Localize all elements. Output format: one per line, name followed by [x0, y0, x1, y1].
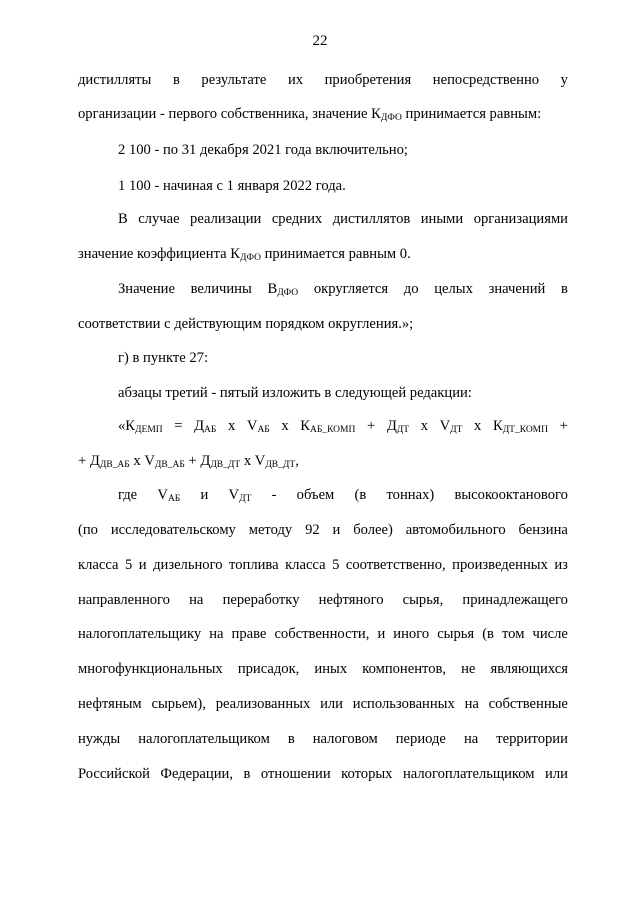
word: случае: [138, 211, 180, 227]
list-item-2100: 2 100 - по 31 декабря 2021 года включительно;: [118, 142, 408, 158]
definition-line: [78, 729, 568, 749]
word: соответственно,: [345, 556, 446, 573]
word: где: [118, 487, 138, 503]
word: и: [377, 626, 386, 643]
word: иного: [393, 626, 430, 643]
word: (в: [482, 626, 494, 643]
word: более): [353, 522, 393, 538]
word: и: [138, 556, 147, 573]
word: результате: [201, 72, 267, 88]
word: округляется: [313, 281, 389, 297]
word: переработку: [222, 591, 300, 608]
word: многофункциональных: [78, 661, 223, 678]
formula-term: $Д_{ДТ}$: [386, 418, 410, 435]
word: тоннах): [386, 487, 435, 503]
word: $V_{АБ}$: [157, 487, 181, 504]
word: $В_{ДФО}$: [267, 281, 299, 298]
formula-term: $Д_{АБ}$: [194, 418, 217, 435]
word: величины: [190, 281, 252, 297]
text: значение коэффициента К: [78, 246, 240, 262]
word: исследовательскому: [110, 522, 236, 538]
word: на: [189, 591, 204, 608]
word: сырья: [437, 626, 475, 643]
word: в: [172, 72, 180, 88]
word: отношении: [260, 765, 331, 782]
word: средних: [271, 211, 323, 227]
word: бензина: [518, 522, 568, 538]
item-g: г) в пункте 27:: [118, 350, 208, 366]
word: Российской: [78, 765, 150, 782]
word: на: [464, 696, 479, 712]
word: до: [403, 281, 419, 297]
word: реализации: [190, 211, 262, 227]
formula-line-2: + $Д_{ДВ\_АБ}$ х $V_{ДВ\_АБ} + Д_{ДВ\_ДТ}$ х $V_{ДВ\_ДТ}$,: [78, 453, 299, 470]
word: являющихся: [490, 661, 568, 678]
word: из: [554, 556, 568, 573]
word: и: [332, 522, 341, 538]
word: дизельного: [153, 556, 223, 573]
word: в: [243, 765, 251, 782]
word: объем: [296, 487, 335, 503]
paragraph-1-line-2: [78, 104, 568, 124]
subscript: ДФО: [380, 113, 402, 123]
word: в: [287, 730, 295, 747]
word: дистилляты: [78, 72, 152, 88]
paragraph-2-line-2: [78, 244, 568, 264]
list-item-1100: 1 100 - начиная с 1 января 2022 года.: [118, 178, 346, 194]
word: дистиллятов: [332, 211, 411, 227]
word: том: [502, 626, 525, 643]
word: принадлежащего: [462, 591, 568, 608]
paragraph-3-line-1: [118, 279, 568, 299]
subscript: ДФО: [277, 288, 299, 298]
word: 5: [332, 556, 340, 573]
word: иных: [314, 661, 348, 678]
word: методу: [248, 522, 293, 538]
word: непосредственно: [432, 72, 540, 88]
word: периоде: [395, 730, 446, 747]
formula-term: $К_{ДТ\_КОМП}$: [492, 418, 548, 435]
word: реализованных: [215, 696, 311, 712]
word: собственности,: [274, 626, 370, 643]
formula-times: х: [420, 418, 428, 434]
text: организации - первого собственника, значение К: [78, 106, 381, 122]
word: налогоплательщиком: [402, 765, 535, 782]
text: принимается равным 0.: [260, 246, 411, 262]
formula-term: $V_{ДТ}$: [439, 418, 463, 435]
word: налогоплательщиком: [138, 730, 270, 747]
word: топлива: [229, 556, 279, 573]
definition-line: [78, 555, 568, 575]
word: класса: [285, 556, 326, 573]
definition-line: [78, 520, 568, 540]
word: собственные: [488, 696, 568, 712]
word: Федерации,: [160, 765, 233, 782]
word: сырья,: [402, 591, 444, 608]
word: присадок,: [237, 661, 300, 678]
word: нефтяного: [318, 591, 384, 608]
formula-equals: =: [174, 418, 183, 434]
word: значений: [488, 281, 546, 297]
word: или: [545, 765, 568, 782]
formula-line-1: [118, 416, 568, 436]
word: иными: [420, 211, 464, 227]
subscript: ДФО: [240, 253, 261, 263]
formula-times: х: [474, 418, 482, 434]
definition-line: [78, 694, 568, 714]
word: приобретения: [324, 72, 412, 88]
word: не: [461, 661, 476, 678]
subscript: ДТ: [239, 494, 252, 504]
word: территории: [496, 730, 568, 747]
subscript: АБ: [167, 494, 181, 504]
word: В: [118, 211, 128, 227]
word: использованных: [352, 696, 455, 712]
paragraph-2-line-1: [118, 209, 568, 229]
word: нефтяным: [78, 696, 142, 712]
page-number: 22: [312, 33, 328, 49]
word: (по: [78, 522, 98, 538]
word: или: [320, 696, 343, 712]
word: произведенных: [452, 556, 548, 573]
word: -: [271, 487, 277, 503]
word: и: [200, 487, 209, 503]
formula-term: $К_{АБ\_КОМП}$: [300, 418, 356, 435]
word: на: [463, 730, 479, 747]
formula-plus: +: [559, 418, 568, 434]
word: (в: [354, 487, 367, 503]
word: нужды: [78, 730, 121, 747]
word: налогоплательщику: [78, 626, 202, 643]
word: их: [287, 72, 304, 88]
text: принимается равным:: [401, 106, 542, 122]
word: налоговом: [312, 730, 378, 747]
word: на: [209, 626, 224, 643]
word: высокооктанового: [454, 487, 568, 503]
definition-line-1: [118, 485, 568, 505]
word: Значение: [118, 281, 175, 297]
word: 92: [305, 522, 320, 538]
word: компонентов,: [362, 661, 447, 678]
word: у: [560, 72, 568, 88]
word: сырьем),: [151, 696, 206, 712]
formula-times: х: [281, 418, 289, 434]
definition-line: [78, 659, 568, 679]
instruction-text: абзацы третий - пятый изложить в следующей редакции:: [118, 385, 472, 401]
formula-term: «$К_{ДЕМП}$: [118, 418, 163, 435]
word: организациями: [473, 211, 568, 227]
formula-times: х: [227, 418, 236, 434]
word: числе: [532, 626, 568, 643]
paragraph-1-line-1: [78, 70, 568, 90]
paragraph-3-line-2: соответствии с действующим порядком округления.»;: [78, 316, 414, 332]
word: направленного: [78, 591, 170, 608]
definition-line: [78, 624, 568, 644]
formula-plus: +: [366, 418, 376, 434]
word: класса: [78, 556, 119, 573]
definition-line: [78, 764, 568, 784]
formula-term: $V_{АБ}$: [246, 418, 270, 435]
word: целых: [434, 281, 473, 297]
word: в: [561, 281, 568, 297]
word: праве: [231, 626, 267, 643]
word: 5: [124, 556, 133, 573]
word: $V_{ДТ}$: [228, 487, 252, 504]
word: которых: [341, 765, 393, 782]
definition-line: [78, 590, 568, 610]
word: автомобильного: [405, 522, 506, 538]
